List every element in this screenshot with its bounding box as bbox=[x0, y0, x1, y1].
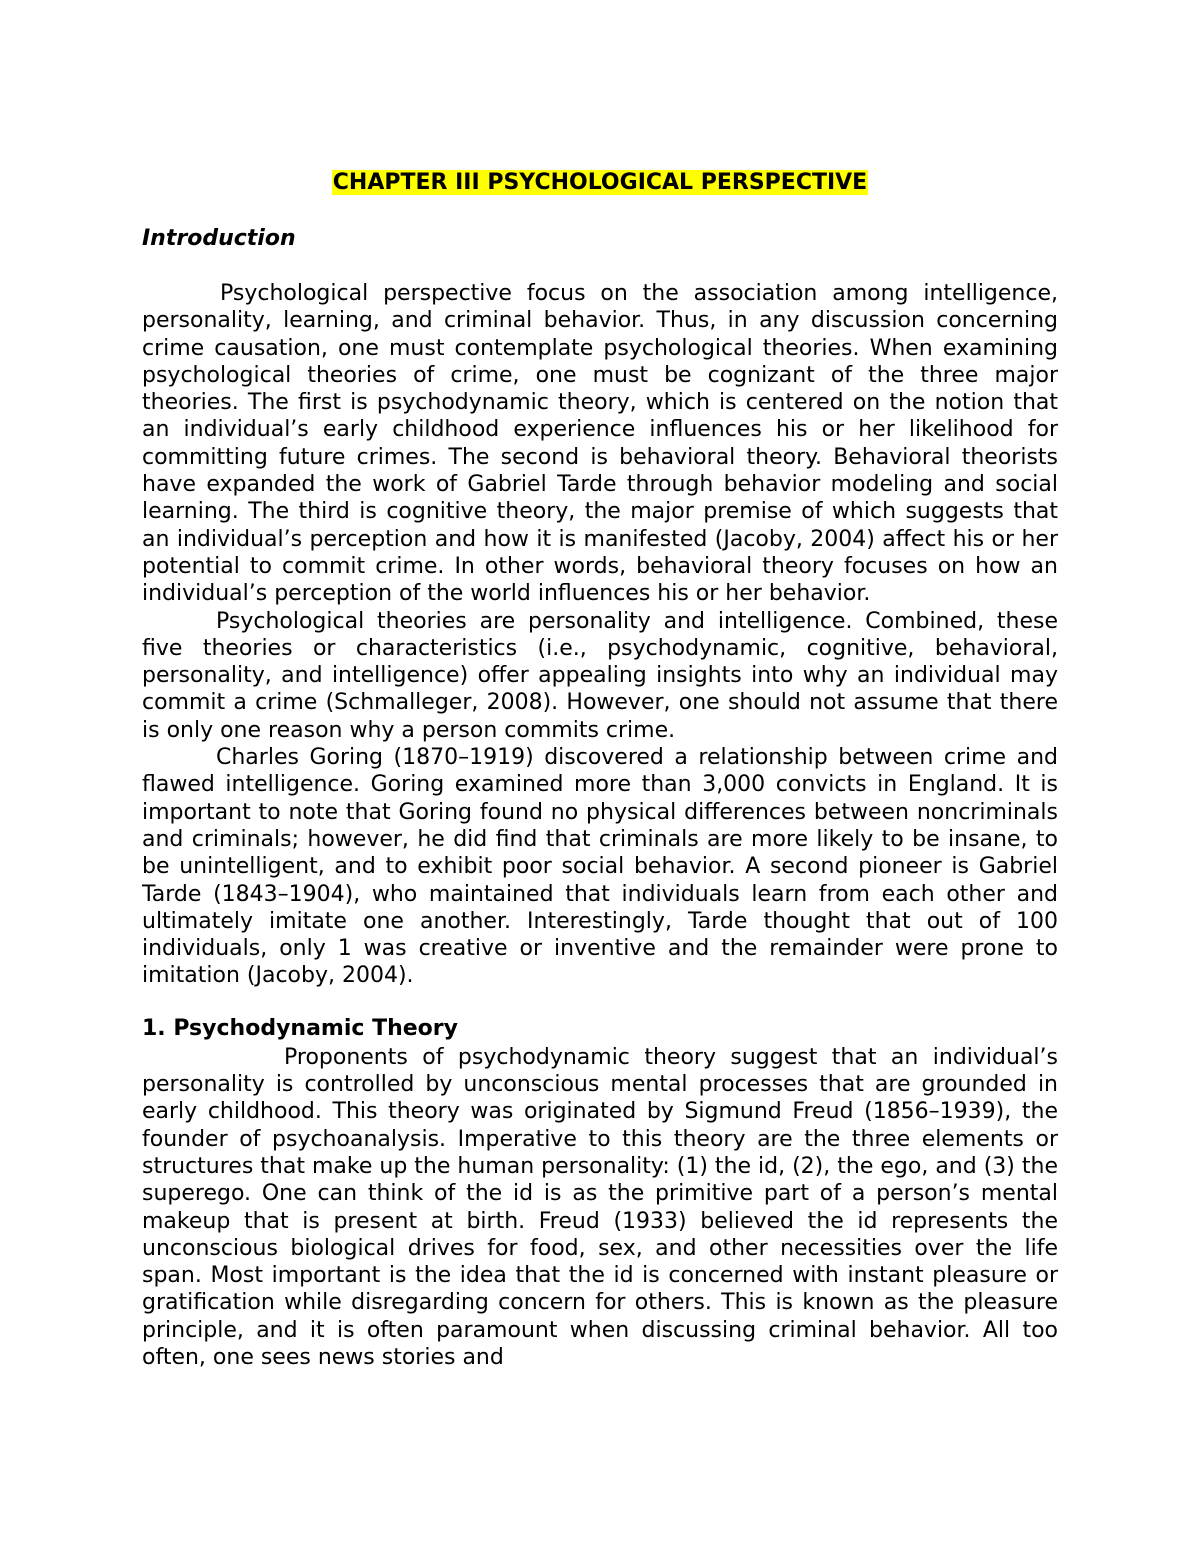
intro-paragraph-1: Psychological perspective focus on the association among intelligence, personality, learning, and criminal behavior. Thus, in any discussion concerning crime causation, one must contemplate psychological theories. When examining psychological theories of crime, one must be cognizant of the three major theories. The first is psychodynamic theory, which is centered on the notion that an individual’s early childhood experience influences his or her likelihood for committing future crimes. The second is behavioral theory. Behavioral theorists have expanded the work of Gabriel Tarde through behavior modeling and social learning. The third is cognitive theory, the major premise of which suggests that an individual’s perception and how it is manifested (Jacoby, 2004) affect his or her potential to commit crime. In other words, behavioral theory focuses on how an individual’s perception of the world influences his or her behavior. bbox=[142, 281, 1058, 607]
chapter-title-highlight: CHAPTER III PSYCHOLOGICAL PERSPECTIVE bbox=[332, 170, 868, 195]
introduction-heading: Introduction bbox=[142, 226, 296, 251]
intro-paragraph-3: Charles Goring (1870–1919) discovered a relationship between crime and flawed intelligence. Goring examined more than 3,000 convicts in England. It is important to note that Goring found no physical differences between noncriminals and criminals; however, he did find that criminals are more likely to be insane, to be unintelligent, and to exhibit poor social behavior. A second pioneer is Gabriel Tarde (1843–1904), who maintained that individuals learn from each other and ultimately imitate one another. Interestingly, Tarde thought that out of 100 individuals, only 1 was creative or inventive and the remainder were prone to imitation (Jacoby, 2004). bbox=[142, 745, 1058, 989]
document-page bbox=[142, 168, 1058, 1371]
intro-paragraph-2: Psychological theories are personality and intelligence. Combined, these five theories or characteristics (i.e., psychodynamic, cognitive, behavioral, personality, and intelligence) offer appealing insights into why an individual may commit a crime (Schmalleger, 2008). However, one should not assume that there is only one reason why a person commits crime. bbox=[142, 608, 1058, 743]
psychodynamic-theory-paragraph: Proponents of psychodynamic theory suggest that an individual’s personality is controlled by unconscious mental processes that are grounded in early childhood. This theory was originated by Sigmund Freud (1856–1939), the founder of psychoanalysis. Imperative to this theory are the three elements or structures that make up the human personality: (1) the id, (2), the ego, and (3) the superego. One can think of the id is as the primitive part of a person’s mental makeup that is present at birth. Freud (1933) believed the id represents the unconscious biological drives for food, sex, and other necessities over the life span. Most important is the idea that the id is concerned with instant pleasure or gratification while disregarding concern for others. This is known as the pleasure principle, and it is often paramount when discussing criminal behavior. All too often, one sees news stories and bbox=[142, 1044, 1058, 1370]
chapter-title bbox=[142, 168, 1058, 198]
psychodynamic-theory-heading: 1. Psychodynamic Theory bbox=[142, 1015, 458, 1041]
